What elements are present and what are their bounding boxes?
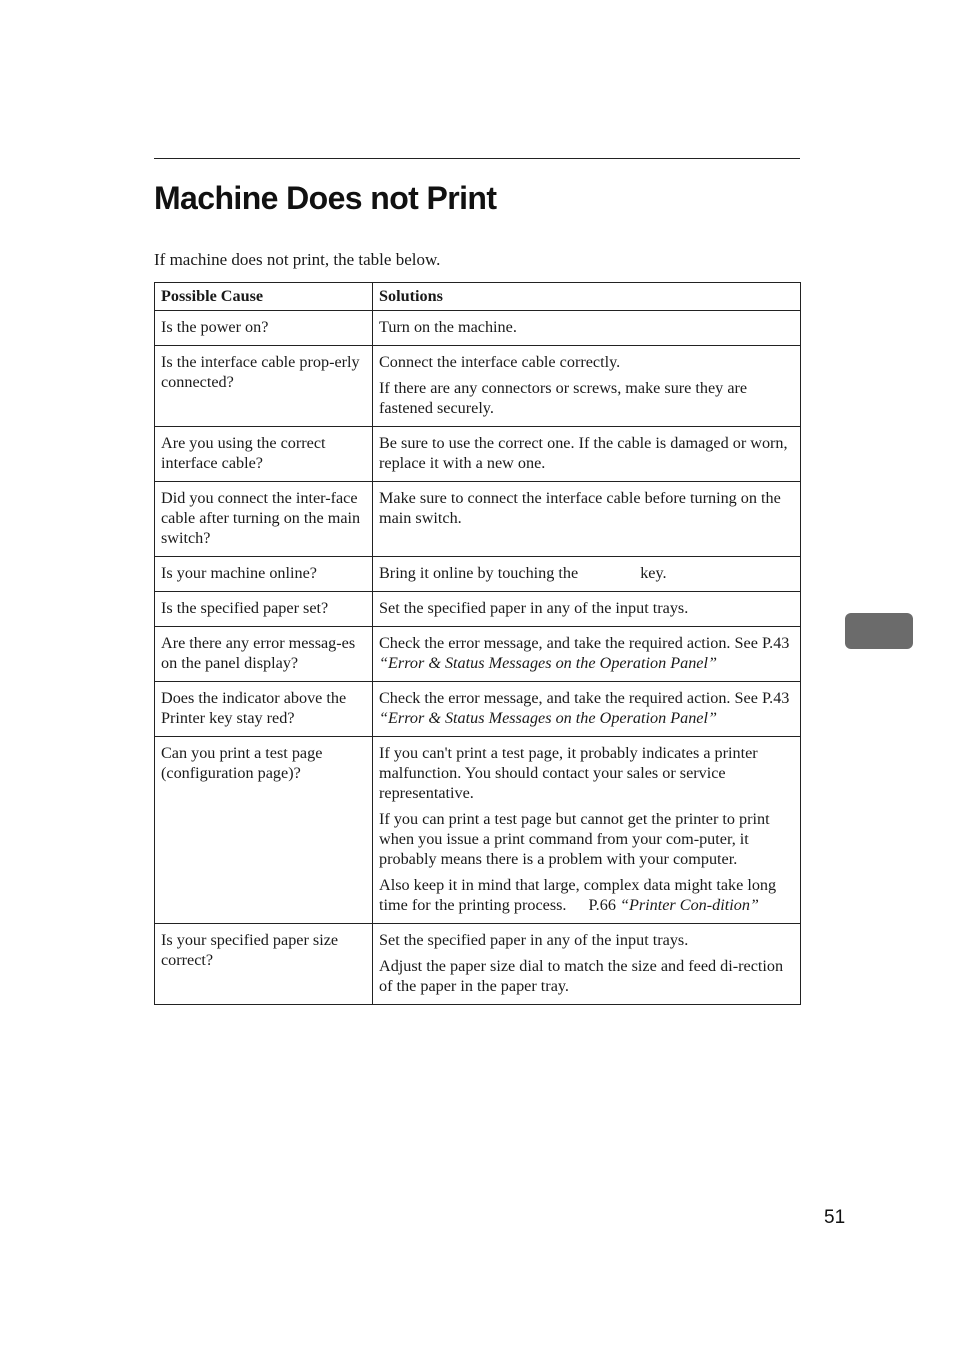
cause-cell: Is the specified paper set? [155, 592, 373, 627]
solution-text: Be sure to use the correct one. If the cable is damaged or worn, replace it with a new one. [379, 434, 788, 472]
solution-text: If you can print a test page but cannot get the printer to print when you issue a print command from your com-puter, it probably means there is a problem with your computer. [379, 810, 770, 868]
table-row [155, 592, 801, 627]
page-title: Machine Does not Print [154, 180, 497, 216]
reference-link[interactable]: “Printer Con-dition” [619, 896, 759, 914]
cause-cell: Are you using the correct interface cable? [155, 427, 373, 482]
table-row [155, 682, 801, 737]
cause-cell: Did you connect the inter-face cable after turning on the main switch? [155, 482, 373, 557]
solution-text: Turn on the machine. [379, 318, 517, 336]
see-reference: P.66 [588, 896, 616, 914]
cause-cell: Is your machine online? [155, 557, 373, 592]
chapter-tab [845, 613, 913, 649]
table-row [155, 427, 801, 482]
reference-link[interactable]: “Error & Status Messages on the Operation Panel” [379, 654, 717, 672]
table-row [155, 346, 801, 427]
solution-text: Bring it online by touching the [379, 564, 579, 582]
cause-cell: Is your specified paper size correct? [155, 924, 373, 1005]
cause-cell: Are there any error messag-es on the panel display? [155, 627, 373, 682]
header-possible-cause: Possible Cause [155, 283, 373, 311]
solution-cell [373, 592, 801, 627]
page-number: 51 [824, 1207, 846, 1228]
solution-text [379, 875, 794, 915]
table-row [155, 557, 801, 592]
table-row [155, 311, 801, 346]
see-reference: See P.43 [734, 634, 790, 652]
cause-cell: Can you print a test page (configuration page)? [155, 737, 373, 924]
table-row [155, 627, 801, 682]
solution-text: Check the error message, and take the required action. [379, 634, 731, 652]
solution-text: Set the specified paper in any of the input trays. [379, 599, 689, 617]
table-row [155, 737, 801, 924]
solution-text: Check the error message, and take the required action. [379, 689, 731, 707]
solution-text: Set the specified paper in any of the input trays. [379, 931, 689, 949]
troubleshooting-table [154, 282, 801, 1005]
solution-text: Connect the interface cable correctly. [379, 353, 621, 371]
header-rule [154, 158, 800, 159]
solution-text: Adjust the paper size dial to match the size and feed di-rection of the paper in the paper tray. [379, 957, 784, 995]
cause-cell: Does the indicator above the Printer key stay red? [155, 682, 373, 737]
solution-cell [373, 482, 801, 557]
header-solutions: Solutions [373, 283, 801, 311]
intro-text: If machine does not print, the table below. [154, 250, 441, 269]
solution-cell [373, 682, 801, 737]
table-header-row [155, 283, 801, 311]
cause-cell: Is the interface cable prop-erly connected? [155, 346, 373, 427]
solution-cell [373, 346, 801, 427]
solution-text: Make sure to connect the interface cable before turning on the main switch. [379, 489, 781, 527]
solution-cell [373, 627, 801, 682]
reference-link[interactable]: “Error & Status Messages on the Operation Panel” [379, 709, 717, 727]
solution-cell [373, 557, 801, 592]
solution-cell [373, 427, 801, 482]
solution-text: Also keep it in mind that large, complex data might take long time for the printing process. [379, 876, 777, 914]
table-row [155, 482, 801, 557]
solution-cell [373, 311, 801, 346]
solution-cell [373, 924, 801, 1005]
cause-cell: Is the power on? [155, 311, 373, 346]
solution-cell [373, 737, 801, 924]
solution-text: If there are any connectors or screws, make sure they are fastened securely. [379, 379, 748, 417]
solution-text: key. [640, 564, 667, 582]
see-reference: See P.43 [734, 689, 790, 707]
solution-text: If you can't print a test page, it probably indicates a printer malfunction. You should contact your sales or service representative. [379, 744, 758, 802]
table-row [155, 924, 801, 1005]
